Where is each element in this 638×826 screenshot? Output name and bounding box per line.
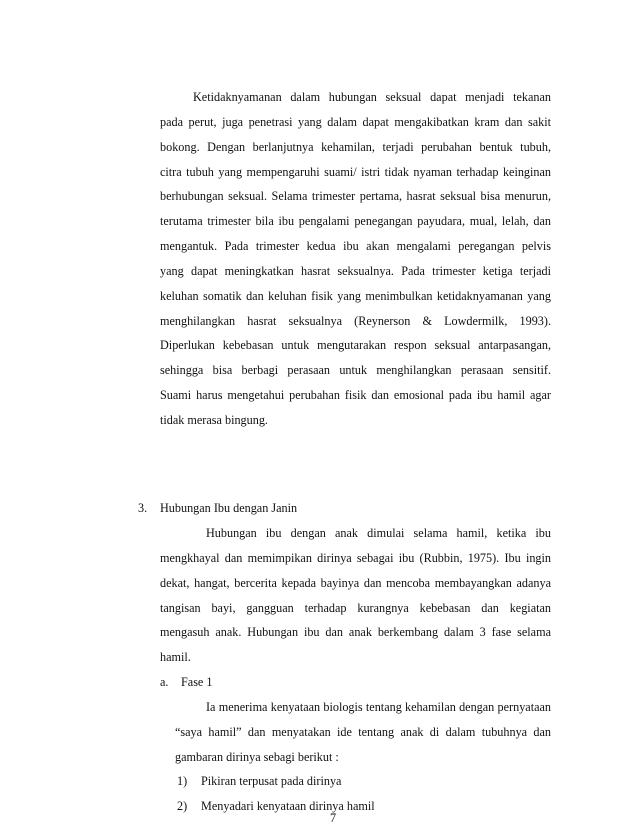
paragraph-line: yang dapat meningkatkan hasrat seksualnya. Pada trimester ketiga terjadi <box>160 264 551 278</box>
paragraph-line: citra tubuh yang mempengaruhi suami/ istri tidak nyaman terhadap keinginan <box>160 165 551 179</box>
paragraph-line: terutama trimester bila ibu pengalami penegangan payudara, mual, lelah, dan <box>160 214 551 228</box>
paragraph-line: Ketidaknyamanan dalam hubungan seksual dapat menjadi tekanan <box>193 90 551 104</box>
paragraph-line: mengasuh anak. Hubungan ibu dan anak berkembang dalam 3 fase selama <box>160 625 551 639</box>
list-item-marker: 2) <box>177 799 188 813</box>
paragraph-line: hamil. <box>160 650 191 664</box>
list-item-marker: 1) <box>177 774 188 788</box>
paragraph-line: mengantuk. Pada trimester kedua ibu akan mengalami peregangan pelvis <box>160 239 551 253</box>
paragraph-line: tangisan bayi, gangguan terhadap kurangnya kebebasan dan kegiatan <box>160 601 551 615</box>
paragraph-line: bokong. Dengan berlanjutnya kehamilan, terjadi perubahan bentuk tubuh, <box>160 140 551 154</box>
paragraph-line: Diperlukan kebebasan untuk mengutarakan respon seksual antarpasangan, <box>160 338 551 352</box>
subsection-marker: a. <box>160 675 169 689</box>
section-title: Hubungan Ibu dengan Janin <box>160 501 298 515</box>
paragraph-line: berhubungan seksual. Selama trimester pertama, hasrat seksual bisa menurun, <box>160 189 551 203</box>
paragraph-line: “saya hamil” dan menyatakan ide tentang anak di dalam tubuhnya dan <box>175 725 551 739</box>
paragraph-line: pada perut, juga penetrasi yang dalam dapat mengakibatkan kram dan sakit <box>160 115 551 129</box>
paragraph-line: menghilangkan hasrat seksualnya (Reynerson & Lowdermilk, 1993). <box>160 314 551 328</box>
paragraph-line: dekat, hangat, bercerita kepada bayinya dan mencoba membayangkan adanya <box>160 576 551 590</box>
section-number: 3. <box>138 501 148 515</box>
list-item-text: Menyadari kenyataan dirinya hamil <box>201 799 375 813</box>
paragraph-line: gambaran dirinya sebagi berikut : <box>175 750 339 764</box>
paragraph-line: mengkhayal dan memimpikan dirinya sebagai ibu (Rubbin, 1975). Ibu ingin <box>160 551 551 565</box>
subsection-title: Fase 1 <box>181 675 213 689</box>
paragraph-line: Ia menerima kenyataan biologis tentang kehamilan dengan pernyataan <box>206 700 551 714</box>
paragraph-line: Suami harus mengetahui perubahan fisik dan emosional pada ibu hamil agar <box>160 388 551 402</box>
paragraph-line: Hubungan ibu dengan anak dimulai selama hamil, ketika ibu <box>206 526 551 540</box>
list-item-text: Pikiran terpusat pada dirinya <box>201 774 342 788</box>
paragraph-line: keluhan somatik dan keluhan fisik yang menimbulkan ketidaknyamanan yang <box>160 289 551 303</box>
page-number: 7 <box>329 811 337 825</box>
paragraph-line: sehingga bisa berbagi perasaan untuk menghilangkan perasaan sensitif. <box>160 363 551 377</box>
paragraph-line: tidak merasa bingung. <box>160 413 268 427</box>
